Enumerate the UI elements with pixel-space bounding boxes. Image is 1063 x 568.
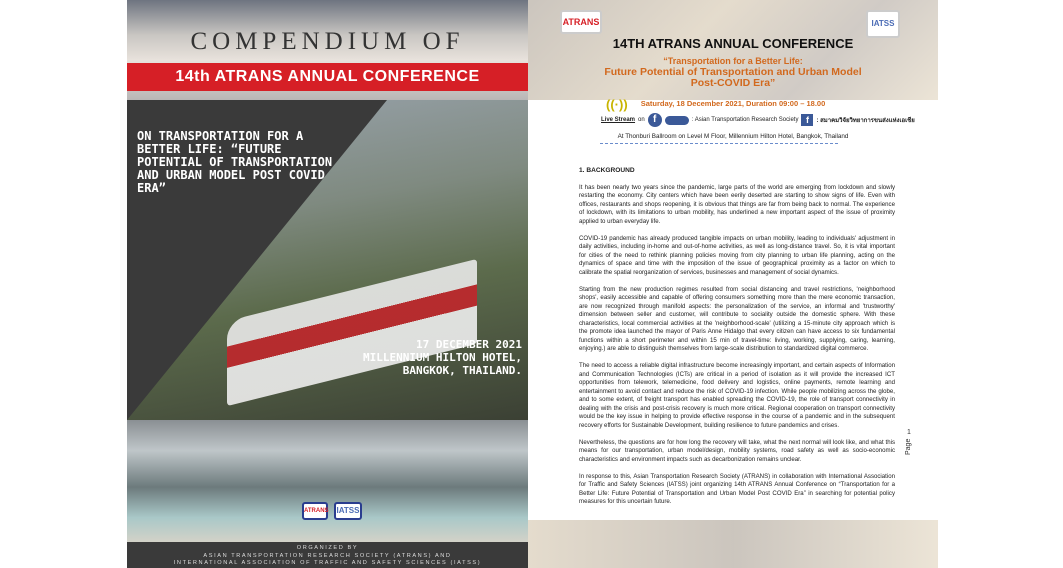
paragraph: COVID-19 pandemic has already produced tangible impacts on urban mobility, leading to individuals' adjustment in daily activities, including in-home and out-of-home activities, as well as long-distance travel. So, it is vital important for cities of the need to rethink planning policies moving from city planning to urban life planning, acting on the dynamics of space and time with the imposition of the issue of geographical proximity as a factor on which to calibrate the spatial reorganization of services, businesses and management of social dynamics. [579, 234, 895, 276]
iatss-logo: IATSS [334, 502, 362, 520]
cover-band: 14th ATRANS ANNUAL CONFERENCE [127, 63, 528, 91]
venue-line: MILLENNIUM HILTON HOTEL, [363, 351, 522, 364]
background-section [579, 167, 895, 515]
section-heading: 1. BACKGROUND [579, 167, 635, 174]
wifi-icon: ((·)) [606, 97, 628, 112]
page-label: Page [905, 438, 912, 455]
iatss-logo: IATSS [866, 10, 900, 38]
divider [600, 143, 838, 144]
paragraph: The need to access a reliable digital infrastructure become increasingly important, and certain aspects of Information and Communication Technologies (ICTs) are critical in a period of isolation as it will provide the increased ICT opportunities from telework, telemedicine, food delivery and logistics, online payments, remote learning and entertainment to avoid contact and reduce the risk of COVID-19 infection. While people mobilizing across the globe, and to some extent, of freight transport has enabled spreading the COVID-19, the role of transport connectivity in dealing with the crisis and post-crisis recovery is much more critical. Regional cooperation on transport connectivity would be the key issue in helping to provide effective response in the course of a pandemic and in the subsequent recovery efforts for Sustainable Development, building resilience to future pandemics and crises. [579, 362, 895, 429]
cover-heading: ON TRANSPORTATION FOR A BETTER LIFE: “FUTURE POTENTIAL OF TRANSPORTATION AND URBAN MODEL POST COVID ERA” [137, 129, 333, 195]
conference-theme [528, 56, 938, 89]
atrans-logo: ATRANS [302, 502, 328, 520]
footer-photo [528, 520, 938, 568]
event-date: Saturday, 18 December 2021, Duration 09:00 – 18.00 [640, 99, 826, 108]
cover-title: COMPENDIUM OF [190, 28, 465, 55]
facebook-icon[interactable]: f [801, 114, 813, 126]
venue: At Thonburi Ballroom on Level M Floor, Millennium Hilton Hotel, Bangkok, Thailand [617, 133, 849, 140]
date-line: 17 DECEMBER 2021 [416, 338, 522, 351]
theme-line: Post-COVID Era” [690, 77, 776, 89]
facebook-badge[interactable] [665, 116, 689, 125]
organized-by: ORGANIZED BY [296, 545, 359, 551]
paragraph: Nevertheless, the questions are for how long the recovery will take, what the next normal will look like, and what this means for our transportation, urban model/design, mobility systems, road safety as well as socio-economic characteristics and environment impacts such as decarbonization remains unclear. [579, 438, 895, 463]
plaza-photo [127, 420, 528, 542]
paragraph: In response to this, Asian Transportation Research Society (ATRANS) in collaboration with International Association for Traffic and Safety Sciences (IATSS) joint organizing 14th ATRANS Annual Conference on “Transportation for a Better Life: Future Potential of Transportation and Urban Model Post COVID Era” in searching for potential policy measures for this uncertain future. [579, 472, 895, 505]
organizer-2: INTERNATIONAL ASSOCIATION OF TRAFFIC AND SAFETY SCIENCES (IATSS) [173, 560, 482, 566]
cover-footer [127, 542, 528, 568]
atrans-logo: ATRANS [560, 10, 602, 34]
paragraph: Starting from the new production regimes resulted from social distancing and travel restrictions, 'neighborhood shops', easily accessible and capable of offering consumers something more than the mere economic transaction, are now recognized through manifold aspects: the personalization of the service, an informal and 'trustworthy' dimension between seller and customer, will contribute to sociality outside the domestic sphere. With these characteristics, local commercial activities at the 'neighborhood-scale' (utilizing a 15-minute city approach which is the promote idea launched the mayor of Paris Anne Hidalgo that every citizen can have access to six fundamental functions within a short perimeter and within 15 min of travel-time: living, working, supplying, caring, learning, enjoying.) are able to distinguish themselves from large-scale distribution to standardized digital commerce. [579, 285, 895, 352]
city-line: BANGKOK, THAILAND. [402, 364, 522, 377]
live-stream-link[interactable]: Live Stream [601, 117, 636, 123]
compendium-cover [127, 0, 528, 568]
document-page [528, 0, 938, 568]
organizer-1: ASIAN TRANSPORTATION RESEARCH SOCIETY (ATRANS) AND [203, 552, 452, 559]
theme-line: “Transportation for a Better Life: [663, 56, 803, 66]
conference-title: 14TH ATRANS ANNUAL CONFERENCE [612, 36, 854, 51]
page-number: 1 [907, 429, 911, 436]
theme-line: Future Potential of Transportation and Urban Model [604, 66, 862, 78]
live-stream-row [601, 113, 915, 127]
facebook-page-en[interactable]: : Asian Transportation Research Society [691, 117, 799, 123]
live-on: on [638, 117, 645, 123]
paragraph: It has been nearly two years since the pandemic, large parts of the world are emerging from lockdown and slowly restarting the economy. City centers which have been eerily deserted are starting to show signs of life. Even with offices, restaurants and shops reopening, it is obvious that things are far from being back to normal. The experience of lockdown, with its limitations to urban mobility, has underlined a new important aspect of the issue of proximity applied to urban everyday life. [579, 183, 895, 225]
facebook-page-th[interactable]: : สมาคมวิจัยวิทยาการขนส่งแห่งเอเชีย [816, 118, 915, 124]
facebook-icon[interactable]: f [648, 113, 662, 127]
cover-date [342, 338, 522, 377]
